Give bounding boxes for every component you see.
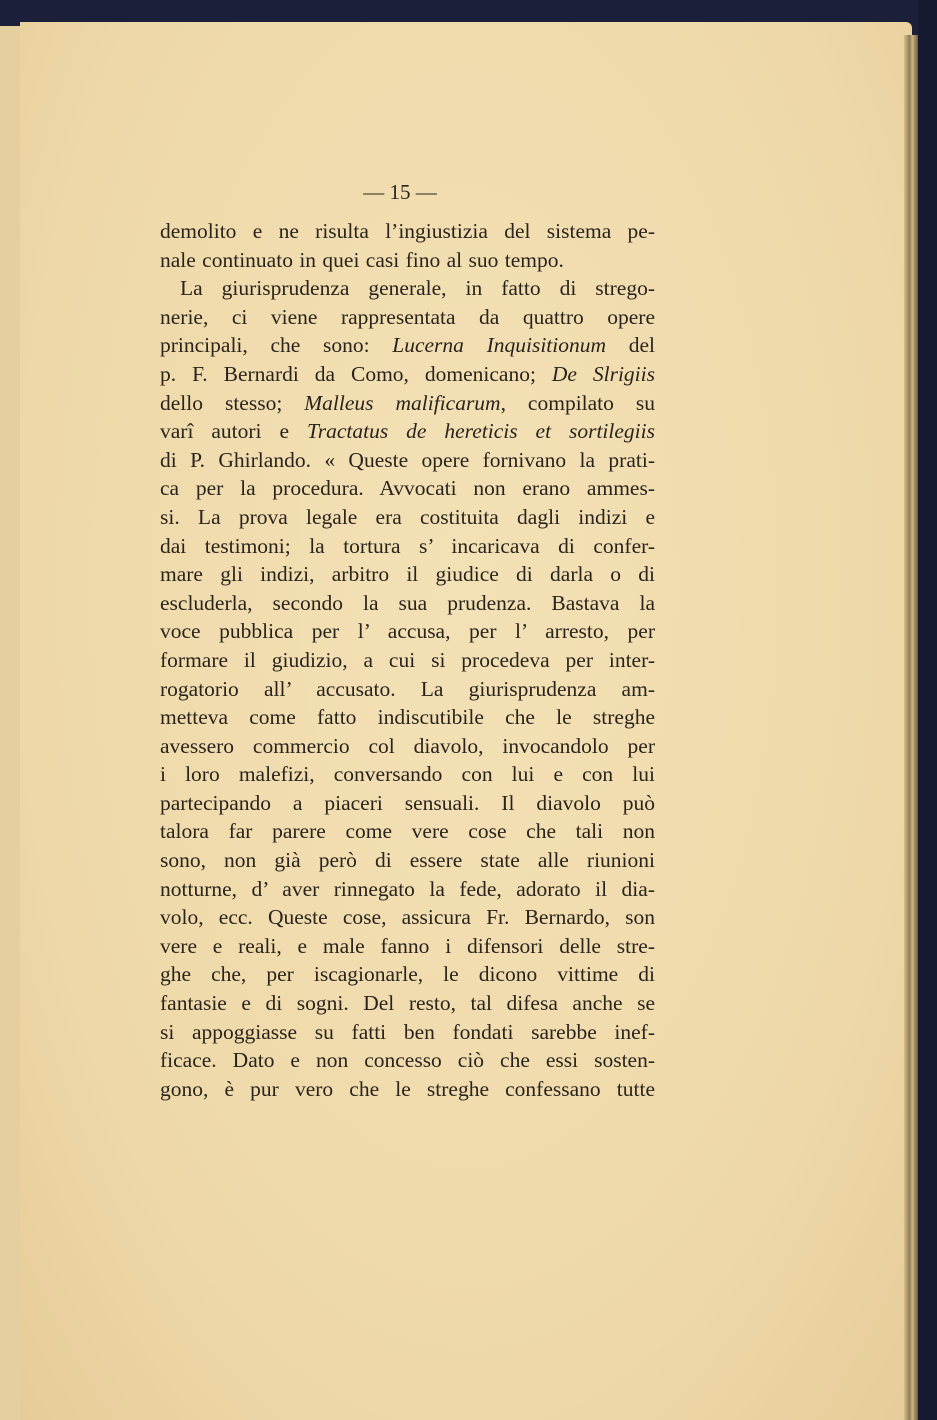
text-segment: si. La prova legale era costituita dagli indizi e — [160, 504, 655, 529]
text-line — [160, 846, 655, 875]
italic-title: Malleus malificarum — [304, 390, 501, 415]
text-segment: ca per la procedura. Avvocati non erano ammes- — [160, 476, 655, 501]
text-line — [160, 360, 655, 389]
text-segment: i loro malefizi, conversando con lui e con lui — [160, 762, 655, 787]
text-line — [160, 617, 655, 646]
text-segment: metteva come fatto indiscutibile che le streghe — [160, 705, 655, 730]
text-segment: nerie, ci viene rappresentata da quattro opere — [160, 304, 655, 329]
text-segment: fantasie e di sogni. Del resto, tal difesa anche se — [160, 991, 655, 1016]
text-segment: ghe che, per iscagionarle, le dicono vittime di — [160, 962, 655, 987]
text-line — [160, 932, 655, 961]
text-line — [160, 274, 655, 303]
text-segment: formare il giudizio, a cui si procedeva per inter- — [160, 647, 655, 672]
text-line — [160, 217, 655, 246]
text-segment: mare gli indizi, arbitro il giudice di darla o di — [160, 562, 655, 587]
text-segment: volo, ecc. Queste cose, assicura Fr. Bernardo, son — [160, 905, 655, 930]
text-segment: talora far parere come vere cose che tali non — [160, 819, 655, 844]
text-line — [160, 474, 655, 503]
text-segment: nale continuato in quei casi fino al suo tempo. — [160, 247, 564, 272]
text-line — [160, 246, 655, 275]
text-segment: notturne, d’ aver rinnegato la fede, adorato il dia- — [160, 876, 655, 901]
text-segment: voce pubblica per l’ accusa, per l’ arresto, per — [160, 619, 655, 644]
italic-title: De Slrigiis — [551, 361, 655, 386]
text-line — [160, 389, 655, 418]
text-line — [160, 303, 655, 332]
text-line — [160, 1018, 655, 1047]
italic-title: Lucerna Inquisitionum — [392, 333, 607, 358]
text-line — [160, 989, 655, 1018]
page-stack-edge — [904, 35, 918, 1420]
italic-title: Tractatus de hereticis et sortilegiis — [306, 419, 655, 444]
text-line — [160, 903, 655, 932]
text-segment: p. F. Bernardi da Como, domenicano; — [160, 361, 552, 386]
text-line — [160, 703, 655, 732]
text-line — [160, 532, 655, 561]
text-line — [160, 446, 655, 475]
text-line — [160, 503, 655, 532]
body-text — [160, 217, 655, 1103]
scan-background — [918, 0, 937, 1420]
text-line — [160, 875, 655, 904]
text-line — [160, 646, 655, 675]
text-segment: ficace. Dato e non concesso ciò che essi sosten- — [160, 1048, 655, 1073]
text-line — [160, 960, 655, 989]
text-segment: demolito e ne risulta l’ingiustizia del sistema pe- — [160, 219, 655, 243]
text-line — [160, 331, 655, 360]
facing-page-edge — [0, 26, 21, 1420]
text-line — [160, 1046, 655, 1075]
text-line — [160, 675, 655, 704]
text-segment: principali, che sono: — [160, 333, 393, 358]
text-segment: dai testimoni; la tortura s’ incaricava di confer- — [160, 533, 655, 558]
text-line — [160, 589, 655, 618]
text-segment: dello stesso; — [160, 390, 305, 415]
text-segment: varî autori e — [160, 419, 307, 444]
text-segment: sono, non già però di essere state alle riunioni — [160, 848, 655, 873]
text-line — [160, 789, 655, 818]
text-segment: si appoggiasse su fatti ben fondati sarebbe inef- — [160, 1019, 655, 1044]
text-line — [160, 1075, 655, 1104]
text-segment: vere e reali, e male fanno i difensori delle stre- — [160, 933, 655, 958]
text-line — [160, 760, 655, 789]
page-number: — 15 — — [363, 180, 437, 204]
text-line — [160, 560, 655, 589]
text-line — [160, 417, 655, 446]
text-segment: La giurisprudenza generale, in fatto di strego- — [180, 276, 655, 301]
text-segment: escluderla, secondo la sua prudenza. Bastava la — [160, 590, 655, 615]
text-segment: , compilato su — [500, 390, 655, 415]
text-line — [160, 732, 655, 761]
text-segment: rogatorio all’ accusato. La giurisprudenza am- — [160, 676, 655, 701]
text-segment: di P. Ghirlando. « Queste opere fornivano la prati- — [160, 447, 655, 472]
text-segment: avessero commercio col diavolo, invocandolo per — [160, 733, 655, 758]
text-segment: gono, è pur vero che le streghe confessano tutte — [160, 1076, 655, 1101]
text-line — [160, 817, 655, 846]
text-segment: del — [606, 333, 655, 358]
text-segment: partecipando a piaceri sensuali. Il diavolo può — [160, 790, 655, 815]
